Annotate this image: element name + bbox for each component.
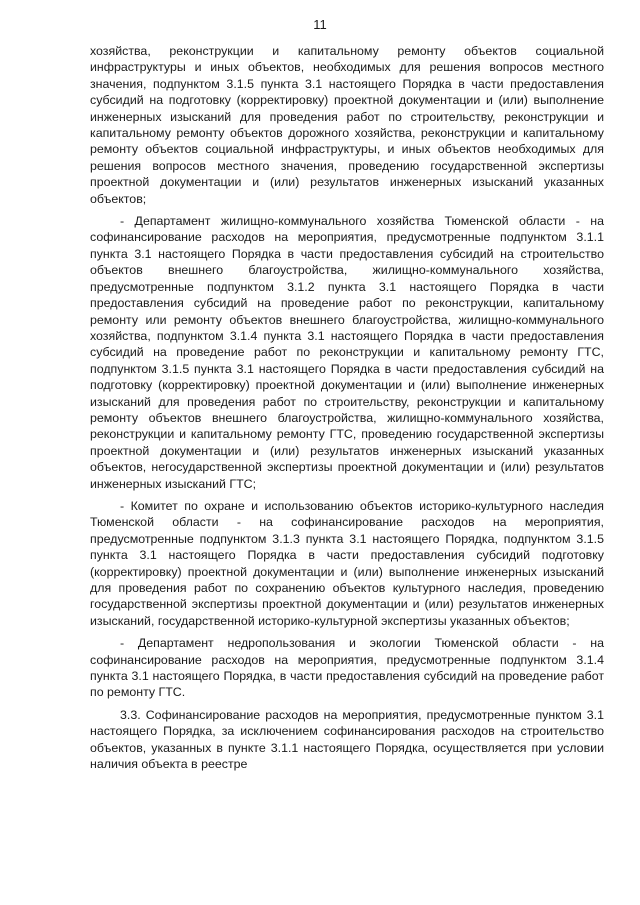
paragraph-heritage-committee: - Комитет по охране и использованию объектов историко-культурного наследия Тюменской области - на софинансирование расходов на мероприятия, предусмотренные подпунктом 3.1.3 пункта 3.1 настоящего Порядка, подпунктом 3.1.5 пункта 3.1 настоящего Порядка в части предоставления субсидий подготовку (корректировку) проектной документации и (или) выполнение инженерных изысканий для проведения работ по сохранению объектов культурного наследия, проведению государственной экспертизы проектной документации и (или) результатов инженерных изысканий, государственной историко-культурной экспертизы указанных объектов; bbox=[90, 498, 604, 628]
paragraph-housing-department: - Департамент жилищно-коммунального хозяйства Тюменской области - на софинансирование расходов на мероприятия, предусмотренные подпунктом 3.1.1 пункта 3.1 настоящего Порядка в части предоставления субсидий на строительство объектов внешнего благоустройства, жилищно-коммунального хозяйства, предусмотренные подпунктом 3.1.2 пункта 3.1 настоящего Порядка в части предоставления субсидий на проведение работ по реконструкции, капитальному ремонту или ремонту объектов внешнего благоустройства, жилищно-коммунального хозяйства, подпунктом 3.1.4 пункта 3.1 настоящего Порядка в части предоставления субсидий на проведение работ по реконструкции и капитальному ремонту ГТС, подпунктом 3.1.5 пункта 3.1 настоящего Порядка в части предоставления субсидий на подготовку (корректировку) проектной документации и (или) выполнение инженерных изысканий для проведения работ по строительству, реконструкции и капитальному ремонту объектов внешнего благоустройства, жилищно-коммунального хозяйства, реконструкции и капитальному ремонту ГТС, проведению государственной экспертизы проектной документации и (или) результатов инженерных изысканий указанных объектов, негосударственной экспертизы проектной документации и (или) результатов инженерных изысканий ГТС; bbox=[90, 214, 604, 491]
paragraph-3-3: 3.3. Софинансирование расходов на мероприятия, предусмотренные пунктом 3.1 настоящего Порядка, за исключением софинансирования расходов на строительство объектов, указанных в пункте 3.1.1 настоящего Порядка, осуществляется при условии наличия объекта в реестре bbox=[90, 707, 604, 772]
page-number: 11 bbox=[313, 17, 327, 32]
paragraph-ecology-department: - Департамент недропользования и экологии Тюменской области - на софинансирование расходов на мероприятия, предусмотренные подпунктом 3.1.4 пункта 3.1 настоящего Порядка, в части предоставления субсидий на проведение работ по ремонту ГТС. bbox=[90, 636, 604, 700]
paragraph-continuation: хозяйства, реконструкции и капитальному ремонту объектов социальной инфраструктуры и иных объектов, необходимых для решения вопросов местного значения, подпунктом 3.1.5 пункта 3.1 настоящего Порядка в части предоставления субсидий на подготовку (корректировку) проектной документации и (или) выполнение инженерных изысканий для проведения работ по строительству, реконструкции и капитальному ремонту объектов дорожного хозяйства, реконструкции и капитальному ремонту объектов социальной инфраструктуры, и иных объектов необходимых для решения вопросов местного значения, проведению государственной экспертизы проектной документации и (или) результатов инженерных изысканий указанных объектов; bbox=[90, 44, 604, 206]
document-body bbox=[90, 43, 604, 778]
